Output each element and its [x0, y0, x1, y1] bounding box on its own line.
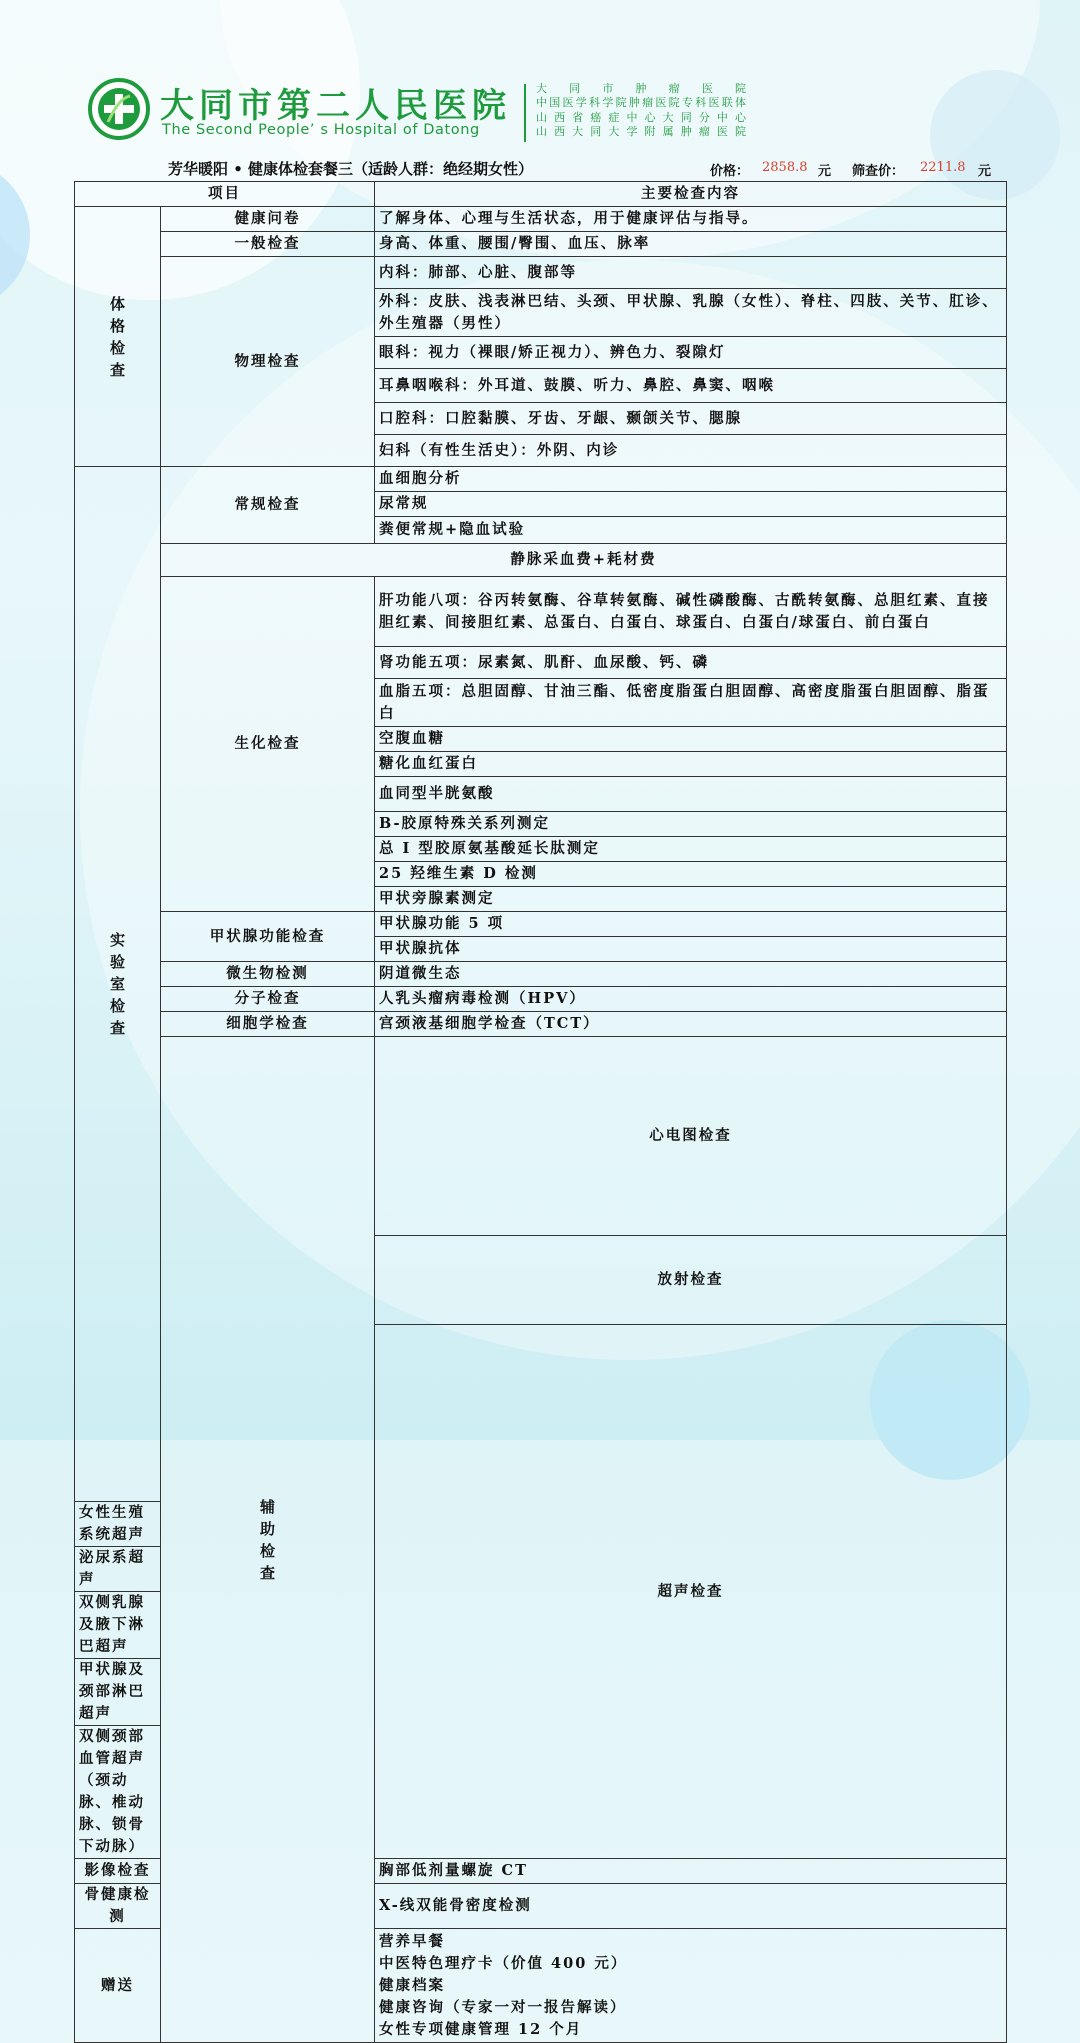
- subcategory-cell: 分子检查: [161, 987, 375, 1012]
- hospital-name-en: The Second People’ s Hospital of Datong: [162, 122, 480, 138]
- content-cell: 甲状腺功能 5 项: [375, 912, 1007, 937]
- content-cell: 糖化血红蛋白: [375, 752, 1007, 777]
- price-unit: 元: [818, 164, 832, 179]
- gift-item: 健康档案: [379, 1976, 445, 1994]
- subcategory-cell: 微生物检测: [161, 962, 375, 987]
- hospital-subtitle: 山西省癌症中心大同分中心: [536, 110, 746, 124]
- gift-item: 女性专项健康管理 12 个月: [379, 2020, 583, 2038]
- content-cell: 泌尿系超声: [75, 1547, 161, 1592]
- content-cell: 总 I 型胶原氨基酸延长肽测定: [375, 837, 1007, 862]
- screen-price-label: 筛查价：: [852, 164, 905, 179]
- screen-price-unit: 元: [978, 164, 992, 179]
- content-cell: 甲状腺及颈部淋巴超声: [75, 1659, 161, 1726]
- content-cell: 宫颈液基细胞学检查（TCT）: [375, 1012, 1007, 1037]
- screen-price-value: 2211.8: [920, 160, 966, 175]
- subcategory-cell: 常规检查: [161, 467, 375, 544]
- content-cell: 女性生殖系统超声: [75, 1502, 161, 1547]
- header-content: 主要检查内容: [375, 182, 1007, 207]
- exam-table-wrapper: [74, 181, 1007, 2043]
- hospital-logo-icon: [88, 78, 150, 140]
- package-title: 芳华暖阳 • 健康体检套餐三（适龄人群：绝经期女性）: [168, 160, 534, 178]
- gift-content-cell: [375, 1929, 1007, 2043]
- content-cell: 眼科：视力（裸眼/矫正视力）、辨色力、裂隙灯: [375, 337, 1007, 369]
- subcategory-cell: 影像检查: [75, 1859, 161, 1884]
- table-row: [75, 467, 1007, 492]
- package-title-row: [168, 158, 1018, 180]
- content-cell: 了解身体、心理与生活状态，用于健康评估与指导。: [375, 207, 1007, 232]
- gift-item: 中医特色理疗卡（价值 400 元）: [379, 1954, 628, 1972]
- table-row: [75, 1037, 1007, 1236]
- subcategory-cell: 放射检查: [375, 1236, 1007, 1325]
- table-row: [75, 232, 1007, 257]
- subcategory-cell: 一般检查: [161, 232, 375, 257]
- content-cell: 外科：皮肤、浅表淋巴结、头颈、甲状腺、乳腺（女性）、脊柱、四肢、关节、肛诊、外生殖器（男性）: [375, 289, 1007, 337]
- content-cell: 25 羟维生素 D 检测: [375, 862, 1007, 887]
- content-cell: 内科：肺部、心脏、腹部等: [375, 257, 1007, 289]
- content-cell: 甲状腺抗体: [375, 937, 1007, 962]
- category-aux: 辅助检查: [161, 1037, 375, 2043]
- content-cell: 尿常规: [375, 492, 1007, 517]
- hospital-header: [88, 78, 788, 148]
- gift-item: 健康咨询（专家一对一报告解读）: [379, 1998, 627, 2016]
- subcategory-cell: 细胞学检查: [161, 1012, 375, 1037]
- gift-item: 营养早餐: [379, 1932, 445, 1950]
- content-cell: 双侧颈部血管超声（颈动脉、椎动脉、锁骨下动脉）: [75, 1726, 161, 1859]
- header-item: 项目: [75, 182, 375, 207]
- content-cell: 粪便常规+隐血试验: [375, 517, 1007, 544]
- price-label: 价格：: [710, 164, 750, 179]
- content-cell: 口腔科：口腔黏膜、牙齿、牙龈、颞颌关节、腮腺: [375, 403, 1007, 435]
- content-cell: 耳鼻咽喉科：外耳道、鼓膜、听力、鼻腔、鼻窦、咽喉: [375, 369, 1007, 403]
- content-cell: 肾功能五项：尿素氮、肌酐、血尿酸、钙、磷: [375, 647, 1007, 679]
- subcategory-cell: 赠送: [75, 1929, 161, 2043]
- table-row: [75, 577, 1007, 647]
- subcategory-cell: 心电图检查: [375, 1037, 1007, 1236]
- content-cell: 妇科（有性生活史）：外阴、内诊: [375, 435, 1007, 467]
- content-cell: 空腹血糖: [375, 727, 1007, 752]
- header-divider: [524, 84, 526, 142]
- table-row: [75, 962, 1007, 987]
- content-cell: 身高、体重、腰围/臀围、血压、脉率: [375, 232, 1007, 257]
- table-row: [75, 987, 1007, 1012]
- content-cell: 肝功能八项：谷丙转氨酶、谷草转氨酶、碱性磷酸酶、古酰转氨酶、总胆红素、直接胆红素、间接胆红素、总蛋白、白蛋白、球蛋白、白蛋白/球蛋白、前白蛋白: [375, 577, 1007, 647]
- hospital-subtitle: 山西大同大学附属肿瘤医院: [536, 125, 746, 139]
- content-cell: 阴道微生态: [375, 962, 1007, 987]
- content-cell: 甲状旁腺素测定: [375, 887, 1007, 912]
- hospital-subtitles: [536, 82, 746, 140]
- subcategory-cell: 甲状腺功能检查: [161, 912, 375, 962]
- content-cell: 胸部低剂量螺旋 CT: [375, 1859, 1007, 1884]
- exam-table: [74, 181, 1007, 2043]
- content-cell: 双侧乳腺及腋下淋巴超声: [75, 1592, 161, 1659]
- content-cell: 血细胞分析: [375, 467, 1007, 492]
- content-cell: X-线双能骨密度检测: [375, 1884, 1007, 1929]
- table-row: [75, 1012, 1007, 1037]
- hospital-subtitle: 中国医学科学院肿瘤医院专科医联体: [536, 96, 746, 110]
- table-row: [75, 257, 1007, 289]
- price-value: 2858.8: [762, 160, 808, 175]
- category-lab: 实验室检查: [75, 467, 161, 1502]
- table-header-row: [75, 182, 1007, 207]
- hospital-name-cn: 大同市第二人民医院: [160, 86, 511, 126]
- subcategory-cell: 超声检查: [375, 1325, 1007, 1859]
- subcategory-cell: 健康问卷: [161, 207, 375, 232]
- subcategory-cell: 骨健康检测: [75, 1884, 161, 1929]
- content-cell: 人乳头瘤病毒检测（HPV）: [375, 987, 1007, 1012]
- table-row: [75, 912, 1007, 937]
- venous-fee-cell: 静脉采血费+耗材费: [161, 544, 1007, 577]
- table-row: [75, 207, 1007, 232]
- hospital-subtitle: 大同市肿瘤医院: [536, 82, 746, 95]
- content-cell: 血脂五项：总胆固醇、甘油三酯、低密度脂蛋白胆固醇、高密度脂蛋白胆固醇、脂蛋白: [375, 679, 1007, 727]
- table-row: [75, 544, 1007, 577]
- subcategory-cell: 物理检查: [161, 257, 375, 467]
- category-physical: 体格检查: [75, 207, 161, 467]
- content-cell: B-胶原特殊关系列测定: [375, 812, 1007, 837]
- content-cell: 血同型半胱氨酸: [375, 777, 1007, 812]
- subcategory-cell: 生化检查: [161, 577, 375, 912]
